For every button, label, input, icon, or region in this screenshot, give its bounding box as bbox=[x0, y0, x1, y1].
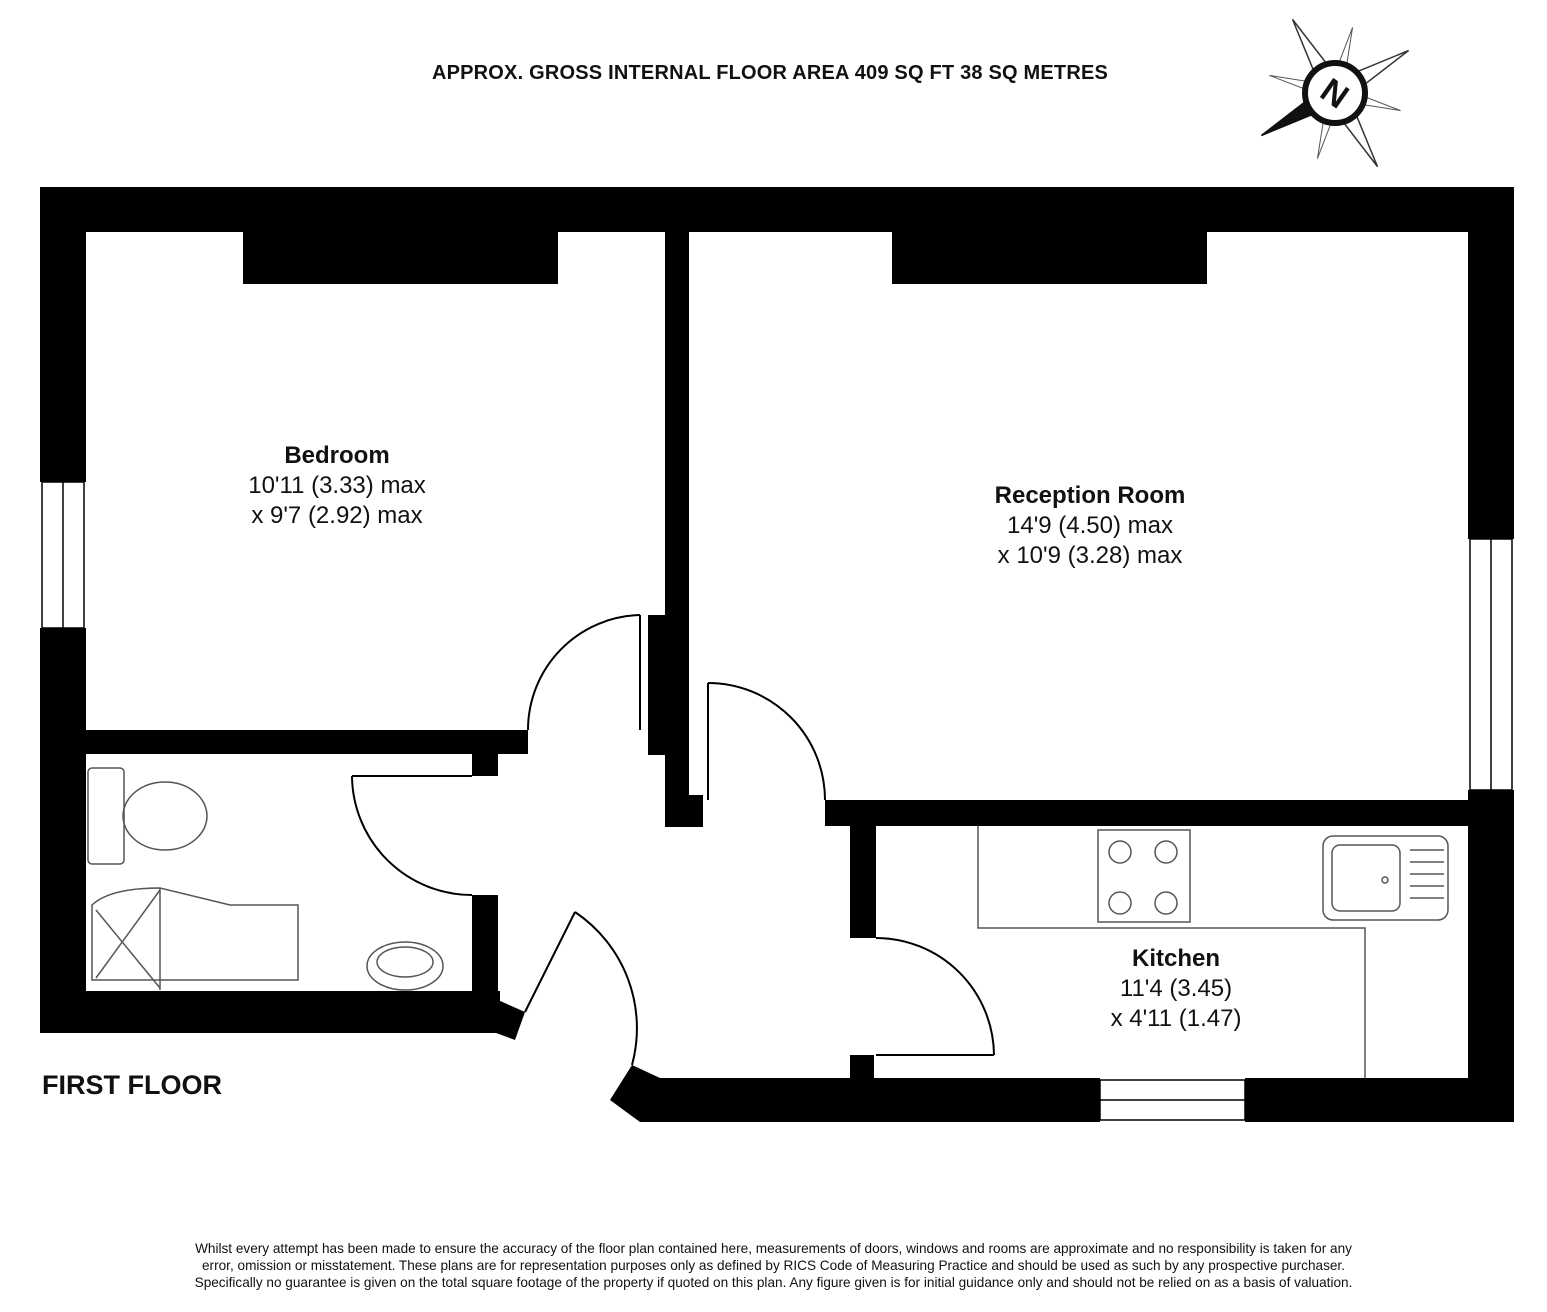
room-dimension: x 9'7 (2.92) max bbox=[251, 502, 423, 529]
disclaimer bbox=[8, 1240, 1539, 1291]
entrance-door-swing bbox=[575, 912, 637, 1065]
room-dimension: x 4'11 (1.47) bbox=[1110, 1005, 1242, 1032]
room-name: Kitchen bbox=[1131, 945, 1220, 972]
disclaimer-line: Whilst every attempt has been made to ensure the accuracy of the floor plan contained here, measurements of doors, windows and rooms are approximate and no responsibility is taken for any bbox=[195, 1241, 1352, 1256]
bathroom-door-swing bbox=[352, 776, 472, 895]
room-label-reception bbox=[950, 481, 1230, 571]
room-label-kitchen bbox=[1076, 944, 1276, 1034]
room-name: Bedroom bbox=[284, 442, 390, 469]
reception-door-swing bbox=[708, 683, 825, 800]
room-name: Reception Room bbox=[994, 482, 1186, 509]
bedroom-door-swing bbox=[528, 615, 640, 730]
disclaimer-line: Specifically no guarantee is given on the total square footage of the property if quoted on this plan. Any figure given is for initial guidance only and should not be relied on as a basis of valuation. bbox=[194, 1275, 1353, 1290]
floor-name: FIRST FLOOR bbox=[42, 1070, 222, 1100]
room-dimension: 11'4 (3.45) bbox=[1119, 975, 1233, 1002]
toilet-cistern bbox=[88, 768, 124, 864]
room-dimension: x 10'9 (3.28) max bbox=[997, 542, 1183, 569]
room-dimension: 10'11 (3.33) max bbox=[248, 472, 426, 499]
floor-area-heading: APPROX. GROSS INTERNAL FLOOR AREA 409 SQ FT 38 SQ METRES bbox=[431, 62, 1109, 84]
kitchen-door-swing bbox=[876, 938, 994, 1055]
walls bbox=[40, 187, 1514, 1122]
room-dimension: 14'9 (4.50) max bbox=[1007, 512, 1173, 539]
bathroom-fixtures bbox=[88, 768, 443, 990]
compass-north-letter: N bbox=[1313, 71, 1356, 117]
room-label-bedroom bbox=[207, 441, 467, 531]
bath bbox=[92, 888, 298, 980]
sink bbox=[1323, 836, 1448, 920]
disclaimer-line: error, omission or misstatement. These plans are for representation purposes only as defined by RICS Code of Measuring Practice and should be used as such by any prospective purchaser. bbox=[202, 1258, 1345, 1273]
toilet-bowl bbox=[123, 782, 207, 850]
